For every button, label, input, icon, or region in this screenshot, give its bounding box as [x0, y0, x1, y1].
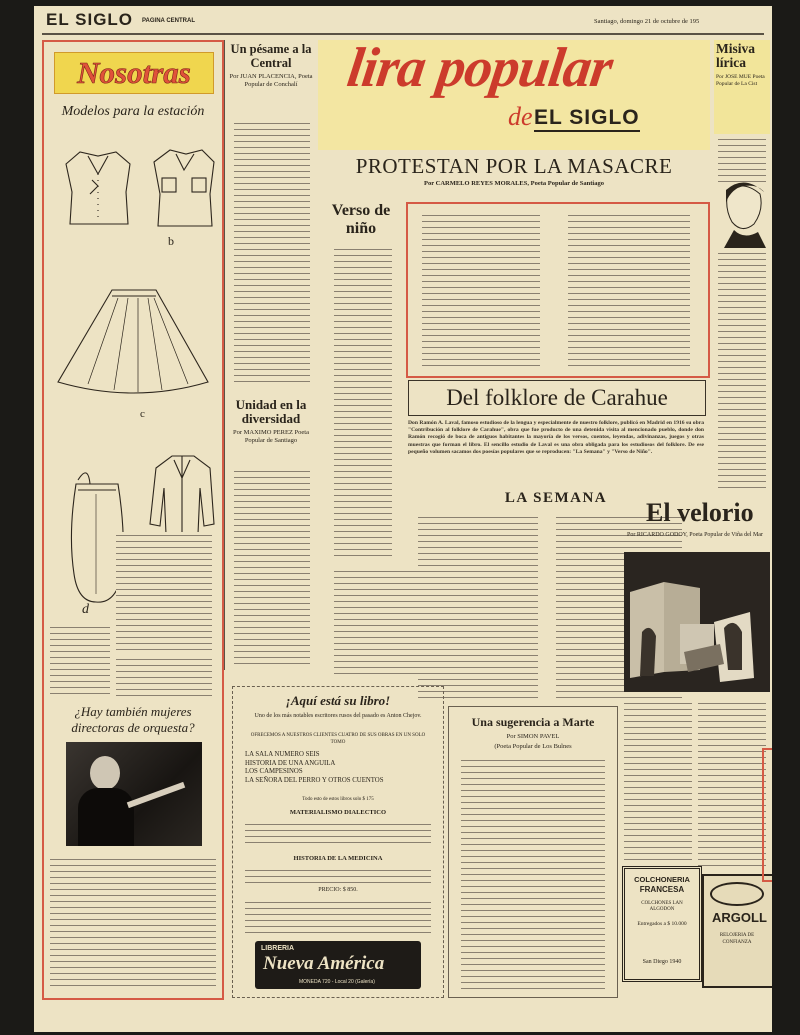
colch-line1: COLCHONERIA: [634, 875, 690, 884]
edge-box: [762, 748, 772, 882]
unidad-title: Unidad en la diversidad: [235, 397, 307, 426]
fashion-label-d: d: [82, 602, 89, 617]
velorio-text-col1: [624, 700, 692, 860]
masthead-name: EL SIGLO: [46, 10, 134, 29]
libro-store-small: LIBRERIA: [261, 945, 295, 952]
pesame-byline: Por JUAN PLACENCIA, Poeta Popular de Conchalí: [229, 73, 313, 88]
verso-text: [334, 246, 392, 560]
libro-title-1: LA SALA NUMERO SEIS: [245, 751, 320, 758]
misiva-text-2: [718, 250, 766, 490]
misiva-title: Misiva lírica: [716, 41, 755, 70]
semana-title: LA SEMANA: [504, 490, 608, 506]
libro-precio: Todo esto de estos libros solo $ 175: [302, 797, 374, 802]
libro-title-3: LOS CAMPESINOS: [245, 768, 303, 775]
misiva-portrait: [714, 180, 770, 248]
masacre-poem-box: [406, 202, 710, 378]
libro-mat-text: [245, 821, 431, 845]
fashion-label-b: b: [168, 234, 174, 248]
misiva-byline: Por JOSE MUE Poeta Popular de La Cist: [716, 74, 765, 87]
masacre-poem-col1: [422, 212, 540, 366]
misiva-text-1: [718, 136, 766, 182]
libro-hist-title: HISTORIA DE LA MEDICINA: [293, 855, 383, 862]
nosotras-text-left: [50, 624, 110, 694]
libro-footer-text: [245, 899, 431, 935]
semana-lower-text: [334, 568, 444, 678]
sugerencia-byline2: (Poeta Popular de Los Bulnes: [494, 743, 572, 750]
colchoneria-ad: [622, 866, 702, 982]
libro-sub: Uno de los más notables escritores rusos del pasado es Anton Chejov.: [254, 713, 422, 719]
nosotras-title: Nosotras: [77, 55, 191, 90]
velorio-title: El velorio: [646, 498, 754, 527]
colch-line3: COLCHONES LAN ALGODON: [641, 901, 683, 912]
masacre-poem-col2: [568, 212, 690, 366]
libro-title-2: HISTORIA DE UNA ANGUILA: [245, 759, 336, 767]
velorio-illustration: [624, 552, 770, 692]
lira-logo-script: lira popular: [343, 37, 616, 99]
libro-store-addr: MONEDA 720 - Local 20 (Galería): [299, 979, 375, 985]
libro-title-4: LA SEÑORA DEL PERRO Y OTROS CUENTOS: [245, 776, 384, 784]
sugerencia-text: [461, 757, 605, 989]
masthead-dateline: Santiago, domingo 21 de octubre de 195: [594, 18, 700, 25]
nosotras-banner: [54, 52, 214, 94]
pesame-title: Un pésame a la Central: [230, 42, 312, 70]
unidad-article: [228, 398, 314, 445]
nosotras-text-right-2: [116, 656, 212, 696]
orquesta-article-text: [50, 856, 216, 986]
unidad-byline: Por MAXIMO PEREZ Poeta Popular de Santiago: [232, 429, 309, 444]
unidad-text: [234, 468, 310, 668]
libro-titles-list: [245, 751, 435, 785]
libro-store-name: Nueva América: [263, 953, 385, 974]
nosotras-subtitle: Modelos para la estación: [61, 104, 205, 119]
lira-logo-de: de: [508, 102, 533, 131]
misiva-header: [714, 40, 770, 134]
masacre-headline: PROTESTAN POR LA MASACRE: [355, 154, 673, 178]
libro-hist-text: [245, 867, 431, 885]
colch-line5: San Diego 1940: [642, 959, 682, 965]
sugerencia-byline1: Por SIMON PAVEL: [506, 733, 560, 740]
argolla-name: ARGOLL: [712, 910, 767, 925]
nueva-america-logo: [255, 941, 421, 989]
fashion-label-c: c: [140, 408, 145, 420]
argolla-ad: [702, 874, 772, 988]
sugerencia-title: Una sugerencia a Marte: [471, 715, 595, 729]
argolla-sub: RELOJERIA DE CONFIANZA: [719, 933, 755, 945]
colch-line4: Entregados a $ 10.000: [637, 921, 687, 927]
libro-title: ¡Aquí está su libro!: [285, 693, 391, 708]
libro-ad: [232, 686, 444, 998]
conductor-photo: [66, 742, 202, 846]
pesame-text: [234, 120, 310, 384]
orquesta-heading: ¿Hay también mujeres directoras de orquesta?: [71, 704, 195, 735]
masthead-section: PAGINA CENTRAL: [142, 18, 195, 24]
lira-logo-paper: EL SIGLO: [534, 106, 640, 132]
velorio-byline: Por RICARDO GODOY, Poeta Popular de Viña del Mar: [627, 532, 763, 538]
libro-offer: OFRECEMOS A NUESTROS CLIENTES CUATRO DE SUS OBRAS EN UN SOLO TOMO: [250, 733, 426, 745]
pesame-article: [228, 42, 314, 89]
nosotras-panel: [42, 40, 224, 1000]
colch-line2: FRANCESA: [639, 885, 685, 894]
verso-title: Verso de niño: [331, 202, 391, 237]
libro-mat-title: MATERIALISMO DIALECTICO: [289, 809, 387, 816]
libro-precio2: PRECIO: $ 850.: [318, 887, 358, 893]
sugerencia-article: [448, 706, 618, 998]
lira-popular-banner: [318, 37, 710, 150]
velorio-illustration-art: [624, 552, 770, 692]
verso-article: [324, 202, 398, 238]
folklore-title-box: [408, 380, 706, 416]
velorio-text-col2: [698, 700, 766, 866]
folklore-title: Del folklore de Carahue: [446, 385, 668, 410]
velorio-header: [620, 498, 770, 534]
nosotras-text-right: [116, 532, 212, 652]
newspaper-page: [34, 6, 772, 1032]
folklore-intro: Don Ramón A. Laval, famoso estudioso de la lengua y especialmente de nuestro folklore, publicó en Madrid en 1916 su obra "Contribución al folklore de Carahue", obra que fue producto de una detenida visita al mencionado pueblo, donde don Ramón recogió de boca de antiguos habitantes la mayoría de los versos, cuentos, leyendas, adivinanzas, juegos y otras muestras que forman el libro. El sencillo estudio de Laval es una obra obligada para los estudiosos del folklore. De ese pequeño volumen sacamos dos poesías populares que se reproducen: "La Semana" y "Verso de Niño".: [408, 420, 704, 455]
masacre-byline: Por CARMELO REYES MORALES, Poeta Popular de Santiago: [424, 180, 604, 187]
